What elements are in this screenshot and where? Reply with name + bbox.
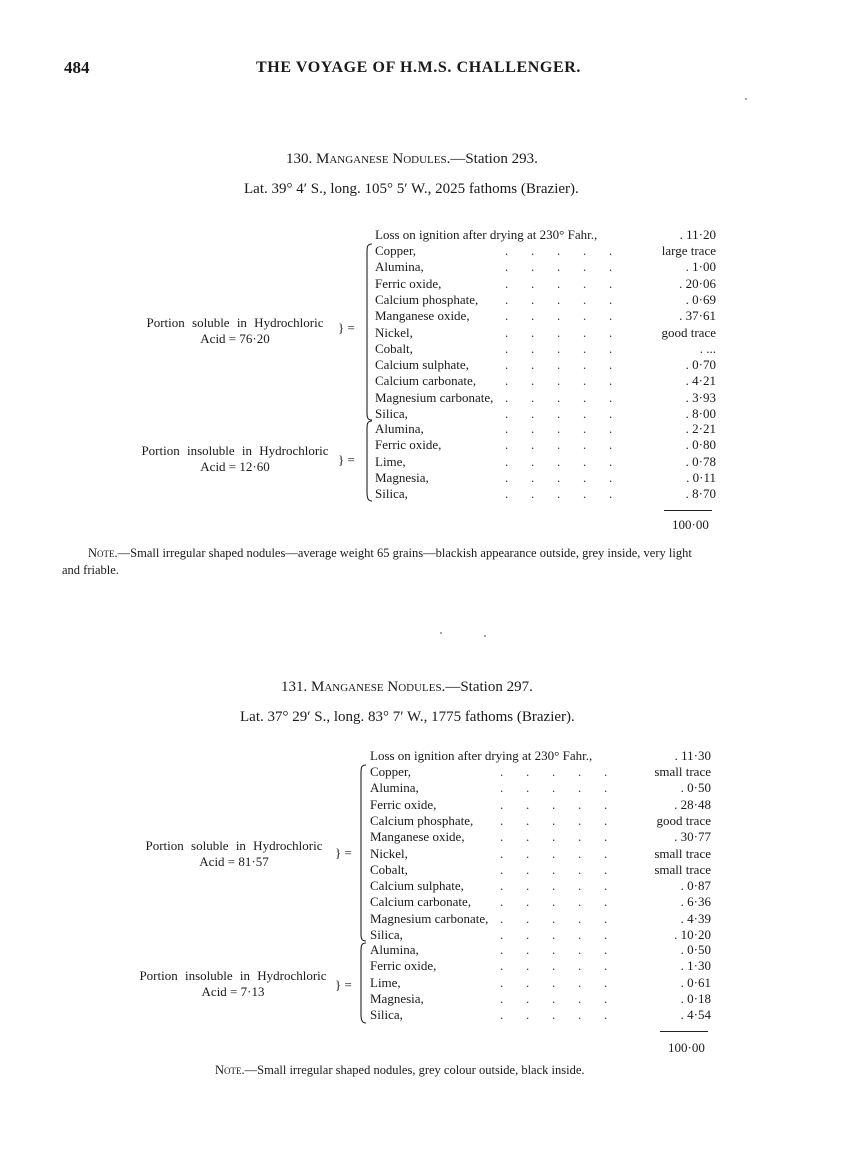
table-row xyxy=(375,421,716,437)
row-label: Magnesia, xyxy=(375,469,429,485)
total-value: 100·00 xyxy=(672,517,709,532)
row-value: . 0·50 xyxy=(680,942,711,957)
table-row xyxy=(370,894,711,910)
table-row xyxy=(375,308,716,324)
row-label: Loss on ignition after drying at 230° Fahr., xyxy=(370,748,593,763)
table-row xyxy=(370,975,711,991)
section-subtitle: Lat. 39° 4′ S., long. 105° 5′ W., 2025 fathoms (Brazier). xyxy=(244,181,579,197)
table-row xyxy=(370,780,711,796)
table-row xyxy=(370,942,711,958)
leader-dots: . . . . . xyxy=(505,469,613,485)
leader-dots: . . . . . xyxy=(500,894,608,910)
row-label: Nickel, xyxy=(375,324,413,340)
table-row xyxy=(370,764,711,780)
table-row xyxy=(370,911,711,927)
total-value: 100·00 xyxy=(668,1040,705,1055)
leader-dots: . . . . . xyxy=(500,812,608,828)
row-label: Calcium carbonate, xyxy=(375,373,477,389)
table-row xyxy=(370,878,711,894)
running-title: THE VOYAGE OF H.M.S. CHALLENGER. xyxy=(256,59,582,76)
leader-dots: . . . . . xyxy=(505,389,613,405)
row-value: small trace xyxy=(654,845,711,861)
leader-dots: . . . . . xyxy=(505,406,613,421)
row-label: Calcium sulphate, xyxy=(375,357,469,373)
row-value: . 6·36 xyxy=(680,894,711,910)
row-value: . 8·70 xyxy=(685,486,716,502)
insoluble-brace xyxy=(358,942,368,1024)
leader-dots: . . . . . xyxy=(505,259,613,275)
leader-dots: . . . . . xyxy=(505,243,613,258)
leader-dots: . . . . . xyxy=(505,291,613,307)
row-value: . 4·54 xyxy=(680,1007,711,1023)
table-row xyxy=(370,927,711,943)
row-value: . 10·20 xyxy=(674,927,711,942)
leader-dots: . . . . . xyxy=(500,780,608,796)
row-value: . 1·30 xyxy=(680,958,711,974)
row-label: Alumina, xyxy=(375,421,424,436)
table-row xyxy=(370,813,711,829)
row-value: . ... xyxy=(699,340,716,356)
row-label: Ferric oxide, xyxy=(375,275,442,291)
leader-dots: . . . . . xyxy=(505,373,613,389)
insoluble-portion-label: Portion insoluble in Hydrochloric Acid = 7·13 xyxy=(139,968,327,999)
row-value: . 4·21 xyxy=(685,373,716,389)
leader-dots: . . . . . xyxy=(500,878,608,894)
leader-dots: . . . . . xyxy=(505,275,613,291)
leader-dots: . . . . . xyxy=(500,974,608,990)
row-value: . 3·93 xyxy=(685,389,716,405)
row-value: . 11·20 xyxy=(679,227,716,242)
table-row xyxy=(375,243,716,259)
paper-speck xyxy=(745,98,747,100)
total-rule xyxy=(660,1031,708,1032)
row-label: Copper, xyxy=(370,764,411,779)
soluble-brace xyxy=(364,243,374,421)
row-value: . 11·30 xyxy=(674,748,711,763)
row-value: good trace xyxy=(661,324,716,340)
note-continuation: and friable. xyxy=(62,563,119,577)
section-title: 131. Manganese Nodules.—Station 297. xyxy=(281,679,533,695)
leader-dots: . . . . . xyxy=(500,764,608,779)
table-row xyxy=(370,846,711,862)
row-value: . 0·78 xyxy=(685,453,716,469)
soluble-brace xyxy=(358,764,368,942)
row-label: Alumina, xyxy=(370,780,419,796)
section-subtitle: Lat. 37° 29′ S., long. 83° 7′ W., 1775 fathoms (Brazier). xyxy=(240,709,575,725)
table-row xyxy=(375,486,716,502)
row-label: Alumina, xyxy=(370,942,419,957)
row-value: . 0·69 xyxy=(685,291,716,307)
row-label: Loss on ignition after drying at 230° Fahr., xyxy=(375,227,598,242)
row-label: Alumina, xyxy=(375,259,424,275)
note: Note.—Small irregular shaped nodules, grey colour outside, black inside. xyxy=(215,1063,585,1077)
row-value: . 0·11 xyxy=(686,469,716,485)
table-row xyxy=(370,958,711,974)
row-value: . 0·18 xyxy=(680,990,711,1006)
soluble-equals: } = xyxy=(338,320,355,335)
total-rule xyxy=(664,510,712,511)
row-label: Lime, xyxy=(375,453,406,469)
insoluble-brace xyxy=(364,420,374,502)
row-value: . 20·06 xyxy=(679,275,716,291)
row-label: Silica, xyxy=(375,406,408,421)
leader-dots: . . . . . xyxy=(500,958,608,974)
leader-dots: . . . . . xyxy=(500,861,608,877)
leader-dots: . . . . . xyxy=(505,453,613,469)
row-label: Magnesium carbonate, xyxy=(375,389,494,405)
row-label: Magnesia, xyxy=(370,990,424,1006)
soluble-portion-label: Portion soluble in Hydrochloric Acid = 81·57 xyxy=(145,838,323,869)
row-label: Calcium phosphate, xyxy=(375,291,479,307)
row-value: . 1·00 xyxy=(685,259,716,275)
leader-dots: . . . . . xyxy=(500,829,608,845)
leader-dots: . . . . . xyxy=(505,486,613,502)
leader-dots: . . . . . xyxy=(505,340,613,356)
row-label: Cobalt, xyxy=(370,861,408,877)
row-label: Calcium sulphate, xyxy=(370,878,464,894)
leader-dots: . . . . . xyxy=(505,437,613,453)
row-value: good trace xyxy=(656,812,711,828)
row-label: Manganese oxide, xyxy=(370,829,465,845)
leader-dots: . . . . . xyxy=(500,942,608,957)
row-label: Ferric oxide, xyxy=(375,437,442,453)
row-label: Calcium phosphate, xyxy=(370,812,474,828)
page-number: 484 xyxy=(64,58,90,77)
row-label: Magnesium carbonate, xyxy=(370,910,489,926)
row-value: . 2·21 xyxy=(685,421,716,436)
row-value: . 0·87 xyxy=(680,878,711,894)
leader-dots: . . . . . xyxy=(505,357,613,373)
row-value: . 8·00 xyxy=(685,406,716,421)
row-label: Copper, xyxy=(375,243,416,258)
note: Note.—Small irregular shaped nodules—average weight 65 grains—blackish appearance outside, grey inside, very light xyxy=(88,546,692,560)
table-row xyxy=(370,797,711,813)
leader-dots: . . . . . xyxy=(500,990,608,1006)
table-row xyxy=(375,470,716,486)
row-value: . 0·80 xyxy=(685,437,716,453)
row-value: . 0·61 xyxy=(680,974,711,990)
table-row xyxy=(375,325,716,341)
insoluble-portion-label: Portion insoluble in Hydrochloric Acid = 12·60 xyxy=(141,443,329,474)
leader-dots: . . . . . xyxy=(500,1007,608,1023)
row-label: Manganese oxide, xyxy=(375,308,470,324)
table-row xyxy=(375,406,716,422)
row-label: Lime, xyxy=(370,974,401,990)
table-row xyxy=(370,829,711,845)
table-row xyxy=(375,276,716,292)
row-value: . 37·61 xyxy=(679,308,716,324)
row-label: Silica, xyxy=(370,1007,403,1023)
leader-dots: . . . . . xyxy=(500,796,608,812)
row-label: Cobalt, xyxy=(375,340,413,356)
table-row xyxy=(375,390,716,406)
row-label: Silica, xyxy=(370,927,403,942)
row-label: Ferric oxide, xyxy=(370,796,437,812)
leader-dots: . . . . . xyxy=(500,927,608,942)
table-row xyxy=(370,862,711,878)
leader-dots: . . . . . xyxy=(500,845,608,861)
table-row xyxy=(375,259,716,275)
row-value: . 0·50 xyxy=(680,780,711,796)
leader-dots: . . . . . xyxy=(505,421,613,436)
table-row xyxy=(375,373,716,389)
row-value: . 28·48 xyxy=(674,796,711,812)
table-row xyxy=(370,991,711,1007)
loss-on-ignition-row xyxy=(370,748,711,764)
row-label: Nickel, xyxy=(370,845,408,861)
table-row xyxy=(375,357,716,373)
leader-dots: . . . . . xyxy=(505,308,613,324)
table-row xyxy=(375,437,716,453)
section-title: 130. Manganese Nodules.—Station 293. xyxy=(286,151,538,167)
row-value: small trace xyxy=(654,764,711,779)
row-label: Calcium carbonate, xyxy=(370,894,472,910)
row-value: . 0·70 xyxy=(685,357,716,373)
paper-speck xyxy=(484,635,486,637)
insoluble-equals: } = xyxy=(335,977,352,992)
table-row xyxy=(375,292,716,308)
soluble-portion-label: Portion soluble in Hydrochloric Acid = 76·20 xyxy=(146,315,324,346)
table-row xyxy=(370,1007,711,1023)
row-value: . 30·77 xyxy=(674,829,711,845)
table-row xyxy=(375,341,716,357)
soluble-equals: } = xyxy=(335,845,352,860)
paper-speck xyxy=(440,632,442,634)
row-label: Silica, xyxy=(375,486,408,502)
table-row xyxy=(375,454,716,470)
row-value: . 4·39 xyxy=(680,910,711,926)
insoluble-equals: } = xyxy=(338,452,355,467)
leader-dots: . . . . . xyxy=(500,910,608,926)
leader-dots: . . . . . xyxy=(505,324,613,340)
loss-on-ignition-row xyxy=(375,227,716,243)
row-value: large trace xyxy=(661,243,716,258)
row-value: small trace xyxy=(654,861,711,877)
row-label: Ferric oxide, xyxy=(370,958,437,974)
